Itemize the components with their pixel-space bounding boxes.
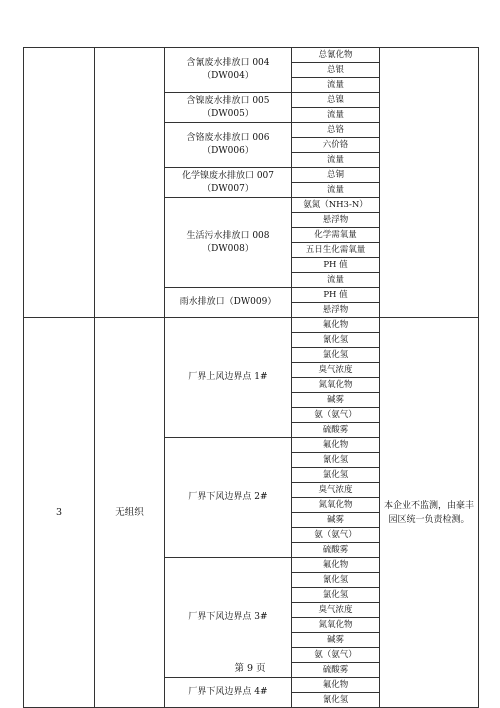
monitoring-parameter: 流量 bbox=[292, 273, 380, 288]
table-row bbox=[24, 318, 479, 333]
monitoring-parameter: 硫酸雾 bbox=[292, 663, 380, 678]
monitoring-point: 厂界下风边界点 3# bbox=[165, 558, 292, 678]
seq-cell-blank bbox=[24, 48, 95, 318]
monitoring-parameter: 硫酸雾 bbox=[292, 423, 380, 438]
remark-cell: 本企业不监测，由豪丰园区统一负责检测。 bbox=[380, 318, 479, 708]
monitoring-parameter: 总银 bbox=[292, 63, 380, 78]
monitoring-parameter: 氨（氨气） bbox=[292, 408, 380, 423]
monitoring-point: 厂界上风边界点 1# bbox=[165, 318, 292, 438]
monitoring-parameter: 化学需氧量 bbox=[292, 228, 380, 243]
monitoring-parameter: 氨（氨气） bbox=[292, 648, 380, 663]
monitoring-point: 含镍废水排放口 005 （DW005） bbox=[165, 93, 292, 123]
monitoring-parameter: PH 值 bbox=[292, 288, 380, 303]
monitoring-parameter: 氰化氢 bbox=[292, 453, 380, 468]
monitoring-parameter: 氟化物 bbox=[292, 318, 380, 333]
monitoring-parameter: 碱雾 bbox=[292, 633, 380, 648]
monitoring-parameter: 氮氧化物 bbox=[292, 378, 380, 393]
monitoring-parameter: 碱雾 bbox=[292, 393, 380, 408]
monitoring-point: 厂界下风边界点 4# bbox=[165, 678, 292, 708]
monitoring-parameter: 流量 bbox=[292, 183, 380, 198]
sequence-number: 3 bbox=[24, 318, 95, 708]
table-row bbox=[24, 48, 479, 63]
monitoring-parameter: 氰化氢 bbox=[292, 573, 380, 588]
monitoring-point: 生活污水排放口 008 （DW008） bbox=[165, 198, 292, 288]
monitoring-parameter: 流量 bbox=[292, 78, 380, 93]
monitoring-parameter: 氮氧化物 bbox=[292, 618, 380, 633]
monitoring-point: 雨水排放口（DW009） bbox=[165, 288, 292, 318]
monitoring-parameter: 氮氧化物 bbox=[292, 498, 380, 513]
page-number: 第 9 页 bbox=[234, 663, 266, 674]
monitoring-point: 含铬废水排放口 006 （DW006） bbox=[165, 123, 292, 168]
monitoring-parameter: 氟化物 bbox=[292, 678, 380, 693]
monitoring-parameter: 氨（氨气） bbox=[292, 528, 380, 543]
monitoring-parameter: 硫酸雾 bbox=[292, 543, 380, 558]
category-cell-blank bbox=[95, 48, 165, 318]
monitoring-parameter: 五日生化需氧量 bbox=[292, 243, 380, 258]
monitoring-parameter: 总氰化物 bbox=[292, 48, 380, 63]
monitoring-parameter: 氟化物 bbox=[292, 438, 380, 453]
monitoring-parameter: 氨氮（NH3-N） bbox=[292, 198, 380, 213]
monitoring-parameter: 六价铬 bbox=[292, 138, 380, 153]
monitoring-parameter: 臭气浓度 bbox=[292, 363, 380, 378]
monitoring-parameter: 流量 bbox=[292, 108, 380, 123]
remark-cell-blank bbox=[380, 48, 479, 318]
monitoring-point: 含氰废水排放口 004 （DW004） bbox=[165, 48, 292, 93]
monitoring-parameter: 总铬 bbox=[292, 123, 380, 138]
monitoring-parameter: PH 值 bbox=[292, 258, 380, 273]
monitoring-parameter: 氯化氢 bbox=[292, 588, 380, 603]
table-body bbox=[24, 48, 479, 708]
monitoring-parameter: 臭气浓度 bbox=[292, 603, 380, 618]
monitoring-point: 厂界下风边界点 2# bbox=[165, 438, 292, 558]
monitoring-table bbox=[23, 47, 479, 708]
monitoring-parameter: 碱雾 bbox=[292, 513, 380, 528]
monitoring-parameter: 氯化氢 bbox=[292, 348, 380, 363]
monitoring-parameter: 臭气浓度 bbox=[292, 483, 380, 498]
monitoring-parameter: 氰化氢 bbox=[292, 333, 380, 348]
monitoring-point: 化学镍废水排放口 007 （DW007） bbox=[165, 168, 292, 198]
monitoring-parameter: 氟化物 bbox=[292, 558, 380, 573]
monitoring-parameter: 悬浮物 bbox=[292, 303, 380, 318]
monitoring-parameter: 流量 bbox=[292, 153, 380, 168]
monitoring-parameter: 氯化氢 bbox=[292, 468, 380, 483]
monitoring-parameter: 氰化氢 bbox=[292, 693, 380, 708]
monitoring-parameter: 总镍 bbox=[292, 93, 380, 108]
category-label: 无组织 bbox=[95, 318, 165, 708]
monitoring-parameter: 悬浮物 bbox=[292, 213, 380, 228]
monitoring-parameter: 总铜 bbox=[292, 168, 380, 183]
